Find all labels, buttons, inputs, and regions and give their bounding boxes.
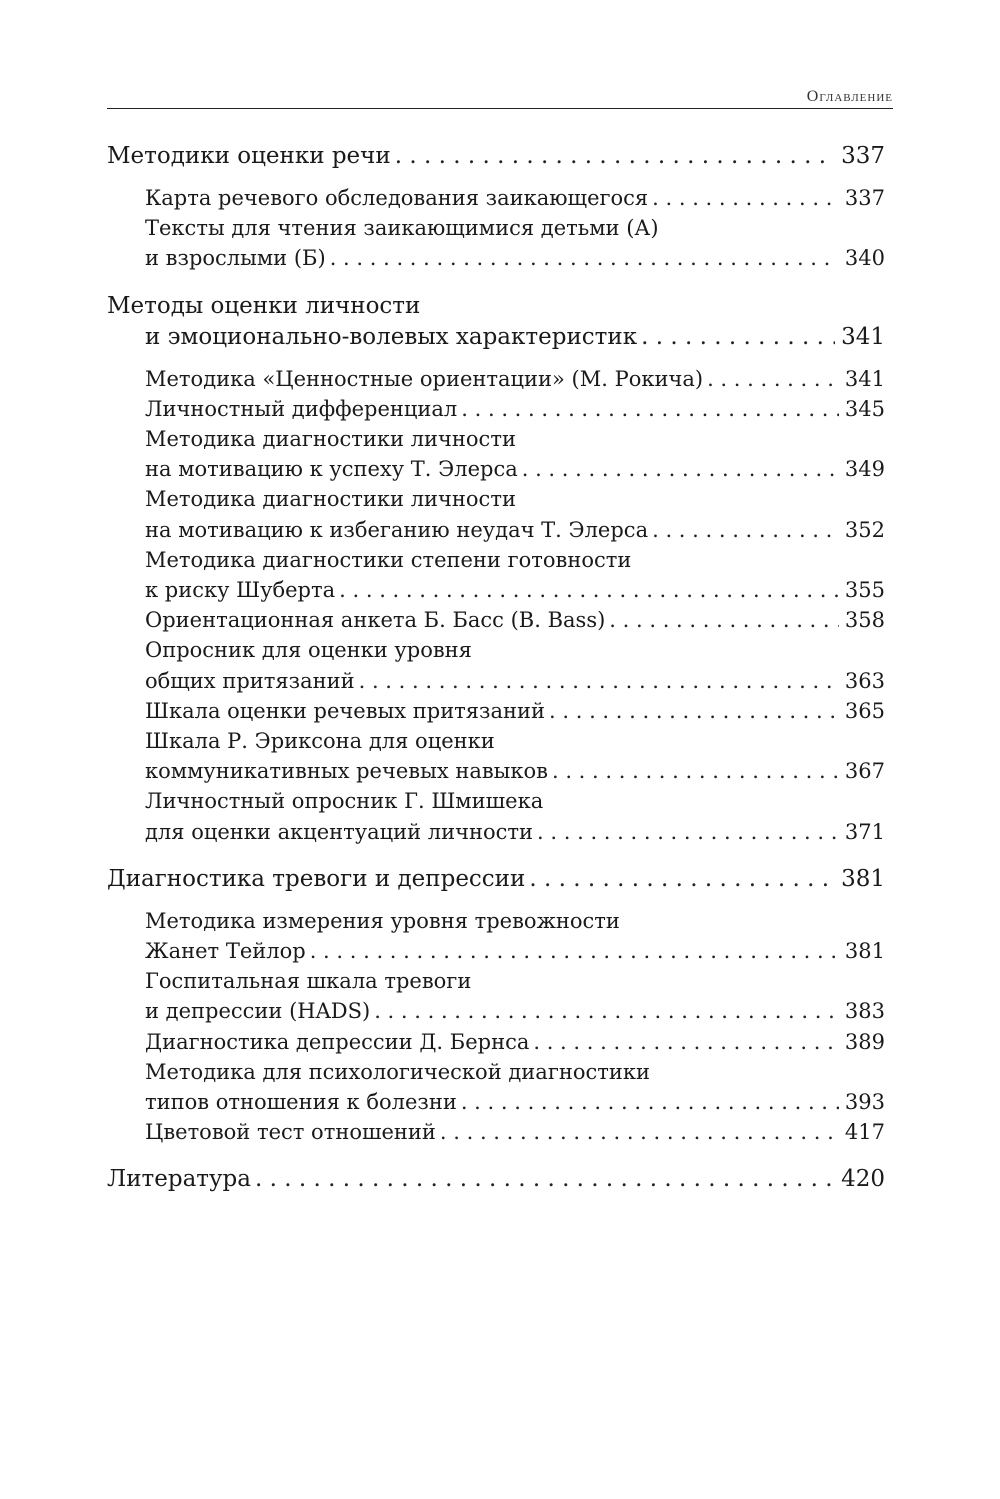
toc-item[interactable] <box>145 1087 885 1117</box>
toc-entry-title: Личностный дифференциал <box>145 396 458 421</box>
toc-item[interactable] <box>145 515 885 545</box>
toc-entry-title-line[interactable]: Шкала Р. Эриксона для оценки <box>145 729 495 754</box>
toc-leader-dots <box>652 183 839 213</box>
toc-page-number: 355 <box>844 578 885 603</box>
toc-item[interactable] <box>145 243 885 273</box>
toc-entry-title-line[interactable]: Методика диагностики личности <box>145 427 516 452</box>
toc-item[interactable] <box>145 575 885 605</box>
toc-entry-title: Цветовой тест отношений <box>145 1120 436 1145</box>
toc-leader-dots <box>652 515 839 545</box>
toc-leader-dots <box>374 996 839 1026</box>
toc-leader-dots <box>707 364 839 394</box>
toc-section-personality-methods[interactable]: Методы оценки личности <box>107 292 421 319</box>
toc-entry-title: Шкала оценки речевых притязаний <box>145 698 546 723</box>
toc-page-number: 393 <box>844 1090 885 1115</box>
toc-page-number: 389 <box>844 1029 885 1054</box>
toc-entry-title: Ориентационная анкета Б. Басс (B. Bass) <box>145 608 606 633</box>
toc-page-number: 365 <box>844 698 885 723</box>
toc-entry-title: и эмоционально-волевых характеристик <box>145 323 638 350</box>
toc-page-number: 381 <box>844 939 885 964</box>
toc-item[interactable] <box>145 666 885 696</box>
toc-entry-title-line[interactable]: Методика измерения уровня тревожности <box>145 908 620 933</box>
toc-item[interactable] <box>145 1117 885 1147</box>
toc-section-speech-methods[interactable] <box>107 141 885 172</box>
toc-leader-dots <box>461 394 839 424</box>
toc-page-number: 363 <box>844 668 885 693</box>
toc-entry-title-line[interactable]: Опросник для оценки уровня <box>145 638 472 663</box>
toc-item[interactable] <box>145 817 885 847</box>
toc-leader-dots <box>549 696 839 726</box>
toc-item[interactable] <box>145 454 885 484</box>
toc-entry-title: Диагностика депрессии Д. Бернса <box>145 1029 530 1054</box>
toc-page-number: 349 <box>844 457 885 482</box>
toc-page-number: 340 <box>844 246 885 271</box>
toc-leader-dots <box>529 864 835 895</box>
toc-leader-dots <box>552 756 839 786</box>
toc-item[interactable] <box>145 394 885 424</box>
toc-page-number: 358 <box>844 608 885 633</box>
toc-page-number: 381 <box>841 865 885 892</box>
toc-page-number: 371 <box>844 819 885 844</box>
toc-entry-title-line[interactable]: Методика диагностики степени готовности <box>145 547 632 572</box>
toc-entry-title: типов отношения к болезни <box>145 1090 457 1115</box>
toc-leader-dots <box>609 605 839 635</box>
toc-entry-title: коммуникативных речевых навыков <box>145 759 548 784</box>
toc-section-anxiety-depression[interactable] <box>107 864 885 895</box>
toc-item[interactable] <box>145 996 885 1026</box>
toc-entry-title-line[interactable]: Методика диагностики личности <box>145 487 516 512</box>
toc-leader-dots <box>522 454 839 484</box>
toc-entry-title: Жанет Тейлор <box>145 939 306 964</box>
toc-entry-title: на мотивацию к избеганию неудач Т. Элерса <box>145 517 649 542</box>
toc-entry-title: Диагностика тревоги и депрессии <box>107 865 526 892</box>
toc-leader-dots <box>537 817 839 847</box>
toc-leader-dots <box>461 1087 839 1117</box>
toc-item[interactable] <box>145 936 885 966</box>
toc-entry-title: к риску Шуберта <box>145 578 336 603</box>
toc-page-number: 337 <box>841 143 885 169</box>
running-header <box>107 86 893 109</box>
toc-leader-dots <box>395 141 835 172</box>
toc-entry-title: общих притязаний <box>145 668 355 693</box>
toc-item[interactable] <box>145 756 885 786</box>
toc-entry-title: для оценки акцентуаций личности <box>145 819 534 844</box>
toc-leader-dots <box>533 1027 839 1057</box>
toc-item[interactable] <box>145 1027 885 1057</box>
toc-entry-title: Методика «Ценностные ориентации» (М. Рокича) <box>145 366 704 391</box>
toc-page-number: 341 <box>841 323 885 350</box>
toc-entry-title: Карта речевого обследования заикающегося <box>145 186 649 210</box>
toc-entry-title-line[interactable]: Госпитальная шкала тревоги <box>145 969 472 994</box>
toc-leader-dots <box>641 322 835 353</box>
toc-leader-dots <box>310 936 839 966</box>
toc-item[interactable] <box>145 183 885 213</box>
running-header-title: Оглавление <box>806 88 893 105</box>
toc-entry-title-line[interactable]: Тексты для чтения заикающимися детьми (А) <box>145 216 659 241</box>
toc-leader-dots <box>359 666 839 696</box>
toc-entry-title-line[interactable]: Личностный опросник Г. Шмишека <box>145 789 544 814</box>
toc-leader-dots <box>440 1117 839 1147</box>
toc-entry-title: и взрослыми (Б) <box>145 246 326 271</box>
toc-page-number: 417 <box>844 1120 885 1145</box>
toc-section-literature[interactable] <box>107 1164 885 1195</box>
toc-page-number: 352 <box>844 517 885 542</box>
toc-entry-title: Методики оценки речи <box>107 143 391 169</box>
toc-entry-title-line[interactable]: Методика для психологической диагностики <box>145 1059 650 1084</box>
toc-entry-title: и депрессии (HADS) <box>145 999 371 1024</box>
toc-page-number: 345 <box>844 396 885 421</box>
toc-item[interactable] <box>145 364 885 394</box>
toc-leader-dots <box>330 243 839 273</box>
toc-page-number: 383 <box>844 999 885 1024</box>
table-of-contents <box>107 141 885 1195</box>
toc-item[interactable] <box>145 696 885 726</box>
toc-item[interactable] <box>145 605 885 635</box>
toc-page-number: 367 <box>844 759 885 784</box>
toc-page-number: 337 <box>844 186 885 210</box>
toc-section-personality-methods-cont[interactable] <box>145 322 885 353</box>
toc-page-number: 341 <box>844 366 885 391</box>
toc-entry-title: Литература <box>107 1166 251 1193</box>
toc-leader-dots <box>339 575 839 605</box>
toc-leader-dots <box>255 1164 835 1195</box>
toc-page-number: 420 <box>841 1166 885 1193</box>
toc-entry-title: на мотивацию к успеху Т. Элерса <box>145 457 518 482</box>
